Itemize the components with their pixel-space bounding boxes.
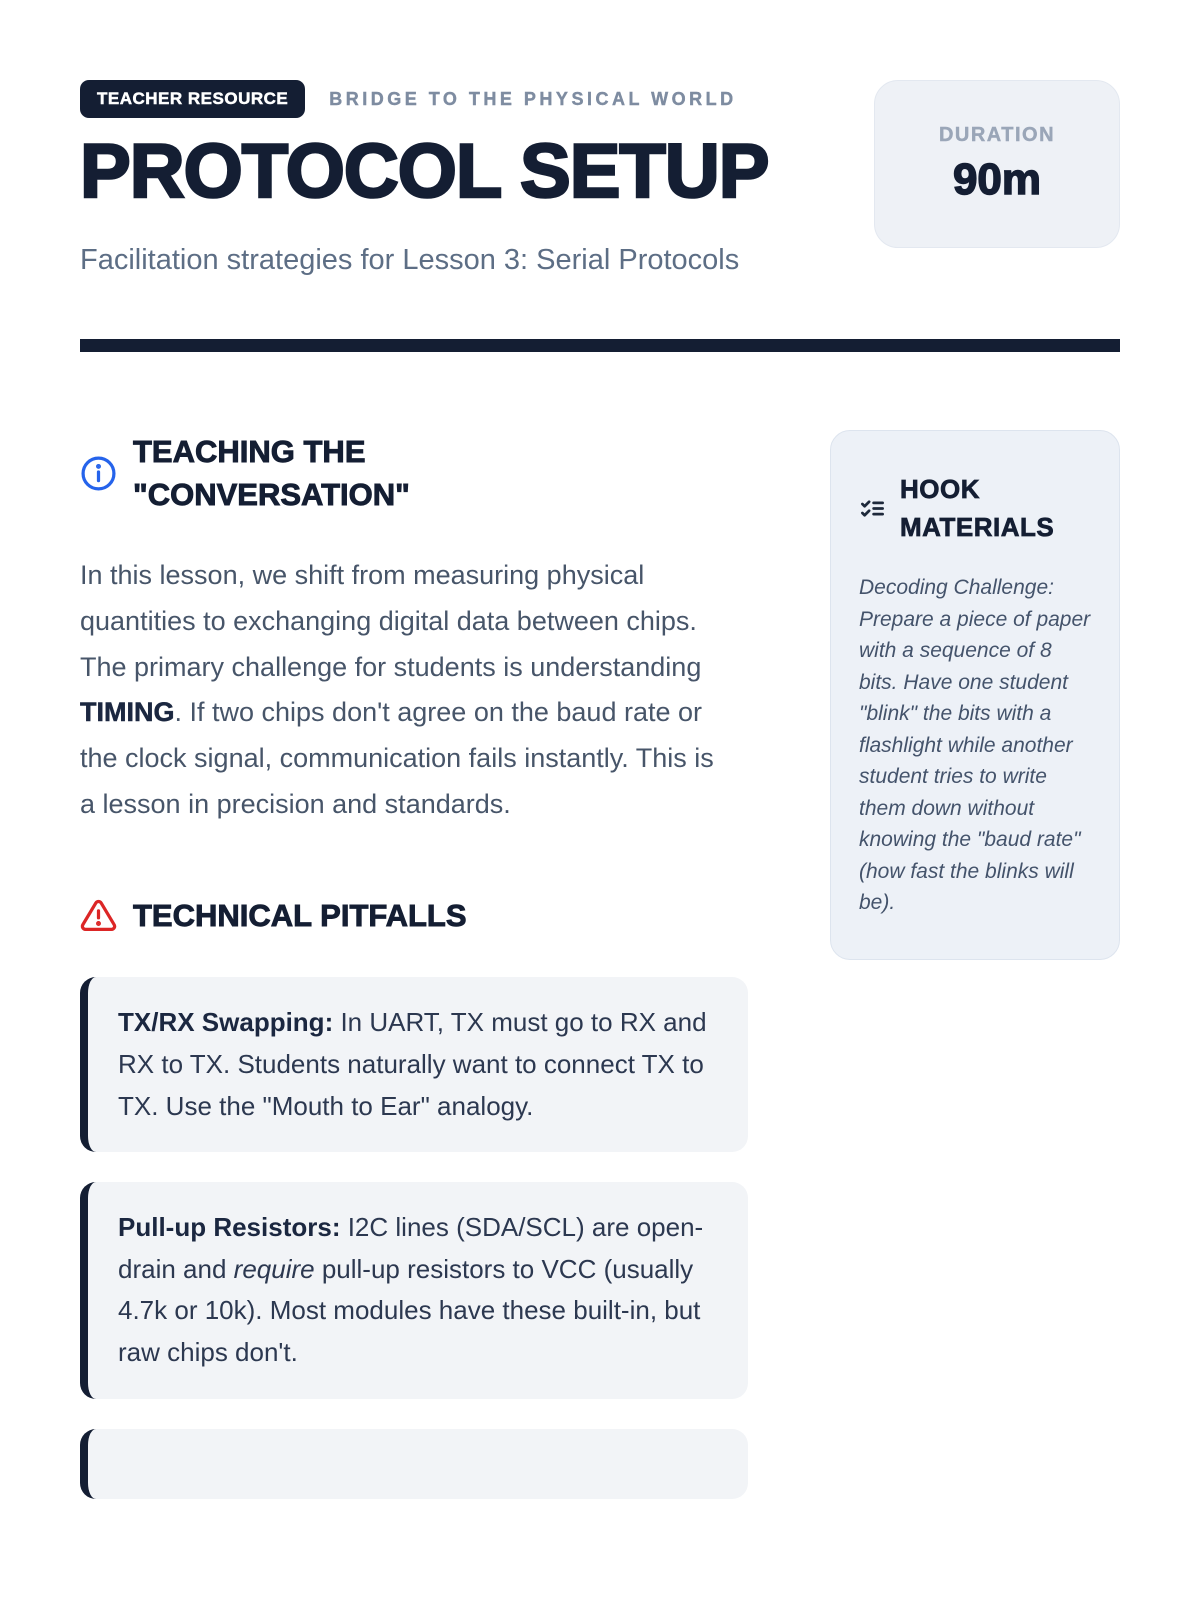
- pitfall-card-title: Pull-up Resistors:: [118, 1212, 341, 1243]
- main-column: [80, 430, 748, 1499]
- header-left: [80, 80, 768, 283]
- teaching-paragraph-text-after: . If two chips don't agree on the baud rate or the clock signal, communication fails instantly. This is a lesson in precision and standards.: [80, 697, 714, 820]
- teaching-section: [80, 430, 748, 828]
- teaching-section-title: TEACHING THE "CONVERSATION": [133, 433, 410, 513]
- duration-value: 90m: [952, 154, 1042, 204]
- warning-icon: [80, 897, 117, 934]
- pitfall-card-txrx: [80, 977, 748, 1152]
- teaching-paragraph-text: In this lesson, we shift from measuring physical quantities to exchanging digital data between chips. The primary challenge for students is understanding: [80, 559, 702, 682]
- eyebrow-label: BRIDGE TO THE PHYSICAL WORLD: [329, 88, 737, 109]
- duration-card: [874, 80, 1120, 248]
- pitfall-card-partial: [80, 1429, 748, 1499]
- pitfalls-section-title: TECHNICAL PITFALLS: [133, 898, 467, 934]
- hook-materials-body: Decoding Challenge: Prepare a piece of paper with a sequence of 8 bits. Have one student "blink" the bits with a flashlight while another student tries to write them down without knowing the "baud rate" (how fast the blinks will be).: [859, 576, 1091, 915]
- pitfalls-section: [80, 894, 748, 1499]
- teaching-paragraph-bold: TIMING: [80, 697, 175, 728]
- pitfall-card-text: I2C lines (SDA/SCL) are open-drain and: [118, 1212, 704, 1284]
- badge-row: [80, 80, 768, 118]
- teacher-resource-badge: TEACHER RESOURCE: [80, 80, 305, 118]
- pitfall-card-pullup: [80, 1182, 748, 1398]
- header: [80, 80, 1120, 352]
- page-title: PROTOCOL SETUP: [80, 129, 769, 214]
- pitfall-card-em: require: [233, 1253, 315, 1284]
- teaching-paragraph: [80, 553, 730, 828]
- pitfall-card-text-after: pull-up resistors to VCC (usually 4.7k or 10k). Most modules have these built-in, but raw chips don't.: [118, 1253, 701, 1368]
- duration-label: DURATION: [938, 123, 1056, 146]
- pitfall-cards: [80, 977, 748, 1498]
- hook-materials-header: [859, 471, 1091, 546]
- hook-materials-card: [830, 430, 1120, 960]
- content-grid: [80, 430, 1120, 1499]
- pitfall-card-title: TX/RX Swapping:: [118, 1007, 334, 1038]
- header-divider: [80, 339, 1120, 352]
- hook-materials-title: HOOK MATERIALS: [900, 473, 1055, 542]
- info-icon: [80, 455, 117, 492]
- pitfalls-section-heading: [80, 894, 748, 937]
- page-subtitle: Facilitation strategies for Lesson 3: Serial Protocols: [80, 244, 740, 276]
- sidebar: [830, 430, 1120, 1499]
- pitfall-card-text: In UART, TX must go to RX and RX to TX. Students naturally want to connect TX to TX. Use the "Mouth to Ear" analogy.: [118, 1007, 707, 1121]
- teaching-section-heading: [80, 430, 748, 517]
- list-checks-icon: [859, 495, 886, 522]
